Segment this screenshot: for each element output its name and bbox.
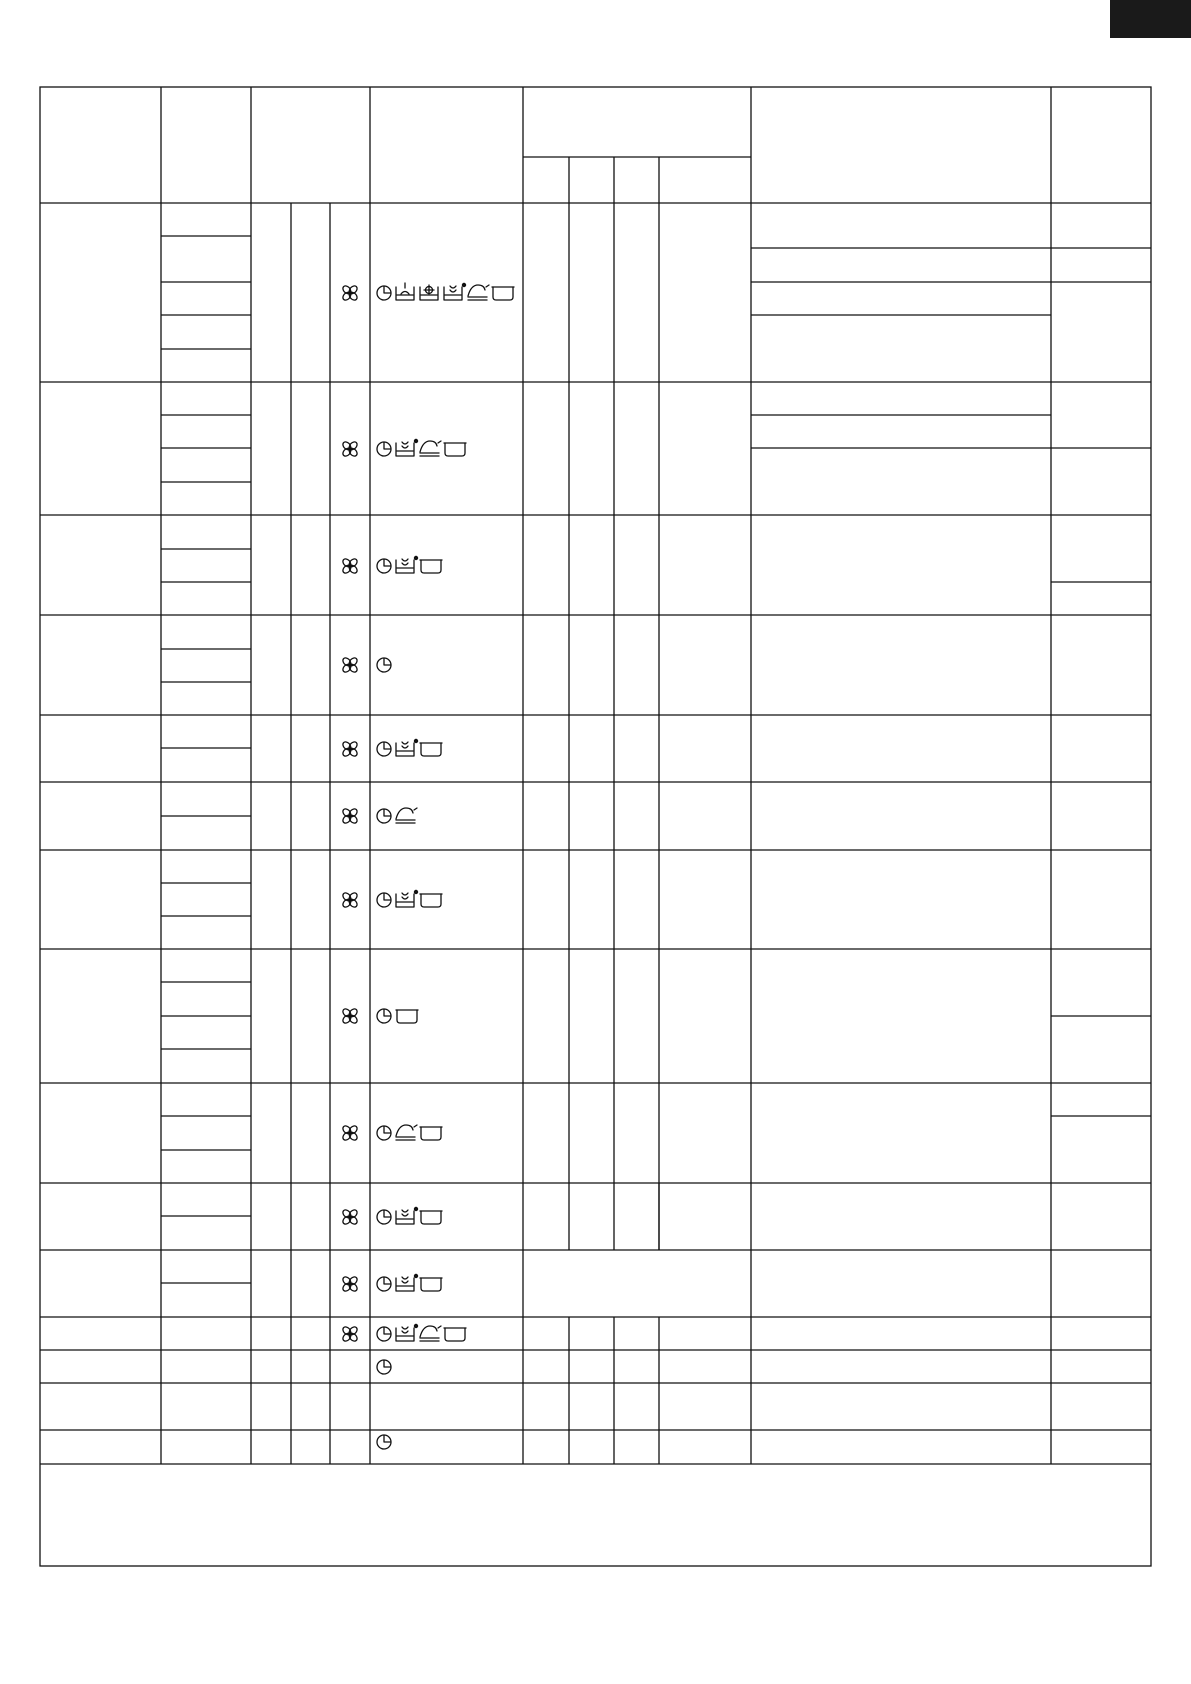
fan-icon (341, 284, 358, 301)
dish-steam-icon (396, 739, 418, 756)
table-outer-border (40, 87, 1151, 1566)
dish-steam-icon (396, 890, 418, 907)
grill-icon (420, 1326, 441, 1341)
timer-icon (377, 742, 391, 756)
pan-icon (492, 287, 514, 300)
pan-icon (420, 560, 442, 573)
timer-icon (377, 1277, 391, 1291)
table-grid (40, 87, 1151, 1566)
dish-pizza-icon (396, 283, 414, 300)
fan-icon (341, 1208, 358, 1225)
timer-icon (377, 658, 391, 672)
timer-icon (377, 1435, 391, 1449)
dish-steam-icon (396, 1274, 418, 1291)
timer-icon (377, 1126, 391, 1140)
fan-icon (341, 740, 358, 757)
fan-icon (341, 891, 358, 908)
grill-icon (420, 441, 441, 456)
fan-icon (341, 440, 358, 457)
pan-icon (420, 1127, 442, 1140)
grill-icon (396, 1125, 417, 1140)
timer-icon (377, 1210, 391, 1224)
timer-icon (377, 286, 391, 300)
dish-steam-icon (396, 1324, 418, 1341)
pan-icon (420, 1278, 442, 1291)
grill-icon (396, 808, 417, 823)
fan-icon (341, 807, 358, 824)
fan-icon (341, 1325, 358, 1342)
symbol-layer (341, 283, 514, 1449)
timer-icon (377, 1327, 391, 1341)
fan-icon (341, 656, 358, 673)
pan-icon (396, 1010, 418, 1023)
timer-icon (377, 1009, 391, 1023)
dish-steam-icon (444, 283, 466, 300)
dish-steam-icon (396, 1207, 418, 1224)
timer-icon (377, 559, 391, 573)
dish-snowflake-icon (420, 285, 438, 300)
timer-icon (377, 893, 391, 907)
timer-icon (377, 442, 391, 456)
dish-steam-icon (396, 439, 418, 456)
timer-icon (377, 1360, 391, 1374)
pan-icon (444, 443, 466, 456)
pan-icon (420, 743, 442, 756)
fan-icon (341, 557, 358, 574)
fan-icon (341, 1007, 358, 1024)
pan-icon (420, 894, 442, 907)
fan-icon (341, 1124, 358, 1141)
grill-icon (468, 285, 489, 300)
pan-icon (420, 1211, 442, 1224)
fan-icon (341, 1275, 358, 1292)
timer-icon (377, 809, 391, 823)
pan-icon (444, 1328, 466, 1341)
dish-steam-icon (396, 556, 418, 573)
